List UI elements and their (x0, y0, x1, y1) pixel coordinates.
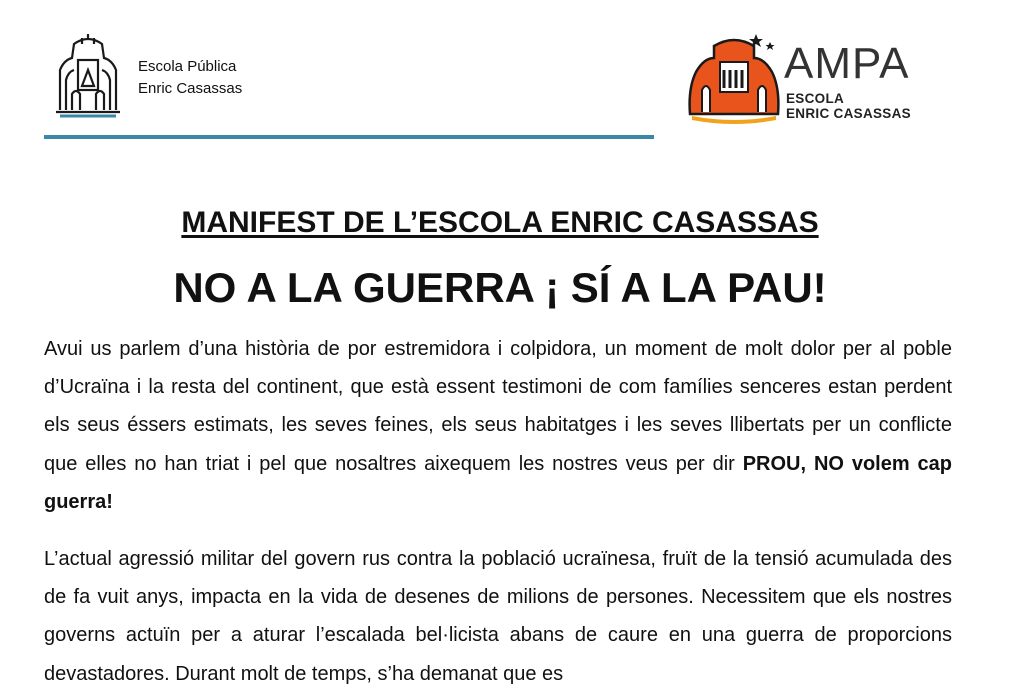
school-header (52, 30, 252, 130)
paragraph-1-text: Avui us parlem d’una història de por estremidora i colpidora, un moment de molt dolor per al poble d’Ucraïna i la resta del continent, que està essent testimoni de com famílies senceres estan perdent els seus éssers estimats, les seves feines, els seus habitatges i les seves llibertats per un conflicte que elles no han triat i pel que nosaltres aixequem les nostres veus per dir (44, 338, 952, 475)
school-name-line2: Enric Casassas (138, 80, 243, 97)
ampa-subtitle (786, 91, 911, 121)
paragraph-1 (44, 330, 952, 521)
school-building-icon (52, 30, 124, 122)
school-name-line1: Escola Pública (138, 58, 237, 75)
ampa-subtitle-line1: ESCOLA (786, 91, 845, 106)
paragraph-2 (44, 540, 952, 693)
header-divider (44, 135, 654, 139)
paragraph-1-bold: PROU, NO volem cap guerra! (44, 452, 952, 513)
school-name (138, 56, 242, 100)
paragraph-2-text: L’actual agressió militar del govern rus contra la població ucraïnesa, fruït de la tensió acumulada des de fa vuit anys, impacta en la vida de desenes de milions de persones. Necessitem que els nostres governs actuïn per a aturar l’escalada bel·licista abans de caure en una guerra de proporcions devastadores. Durant molt de temps, s’ha demanat que es (44, 548, 952, 685)
ampa-header (684, 28, 924, 128)
ampa-title: AMPA (784, 39, 910, 88)
document-headline: NO A LA GUERRA ¡ SÍ A LA PAU! (173, 264, 827, 311)
ampa-logo-icon (684, 28, 784, 124)
document-title: MANIFEST DE L’ESCOLA ENRIC CASASSAS (181, 206, 819, 239)
ampa-subtitle-line2: ENRIC CASASSAS (786, 106, 911, 121)
